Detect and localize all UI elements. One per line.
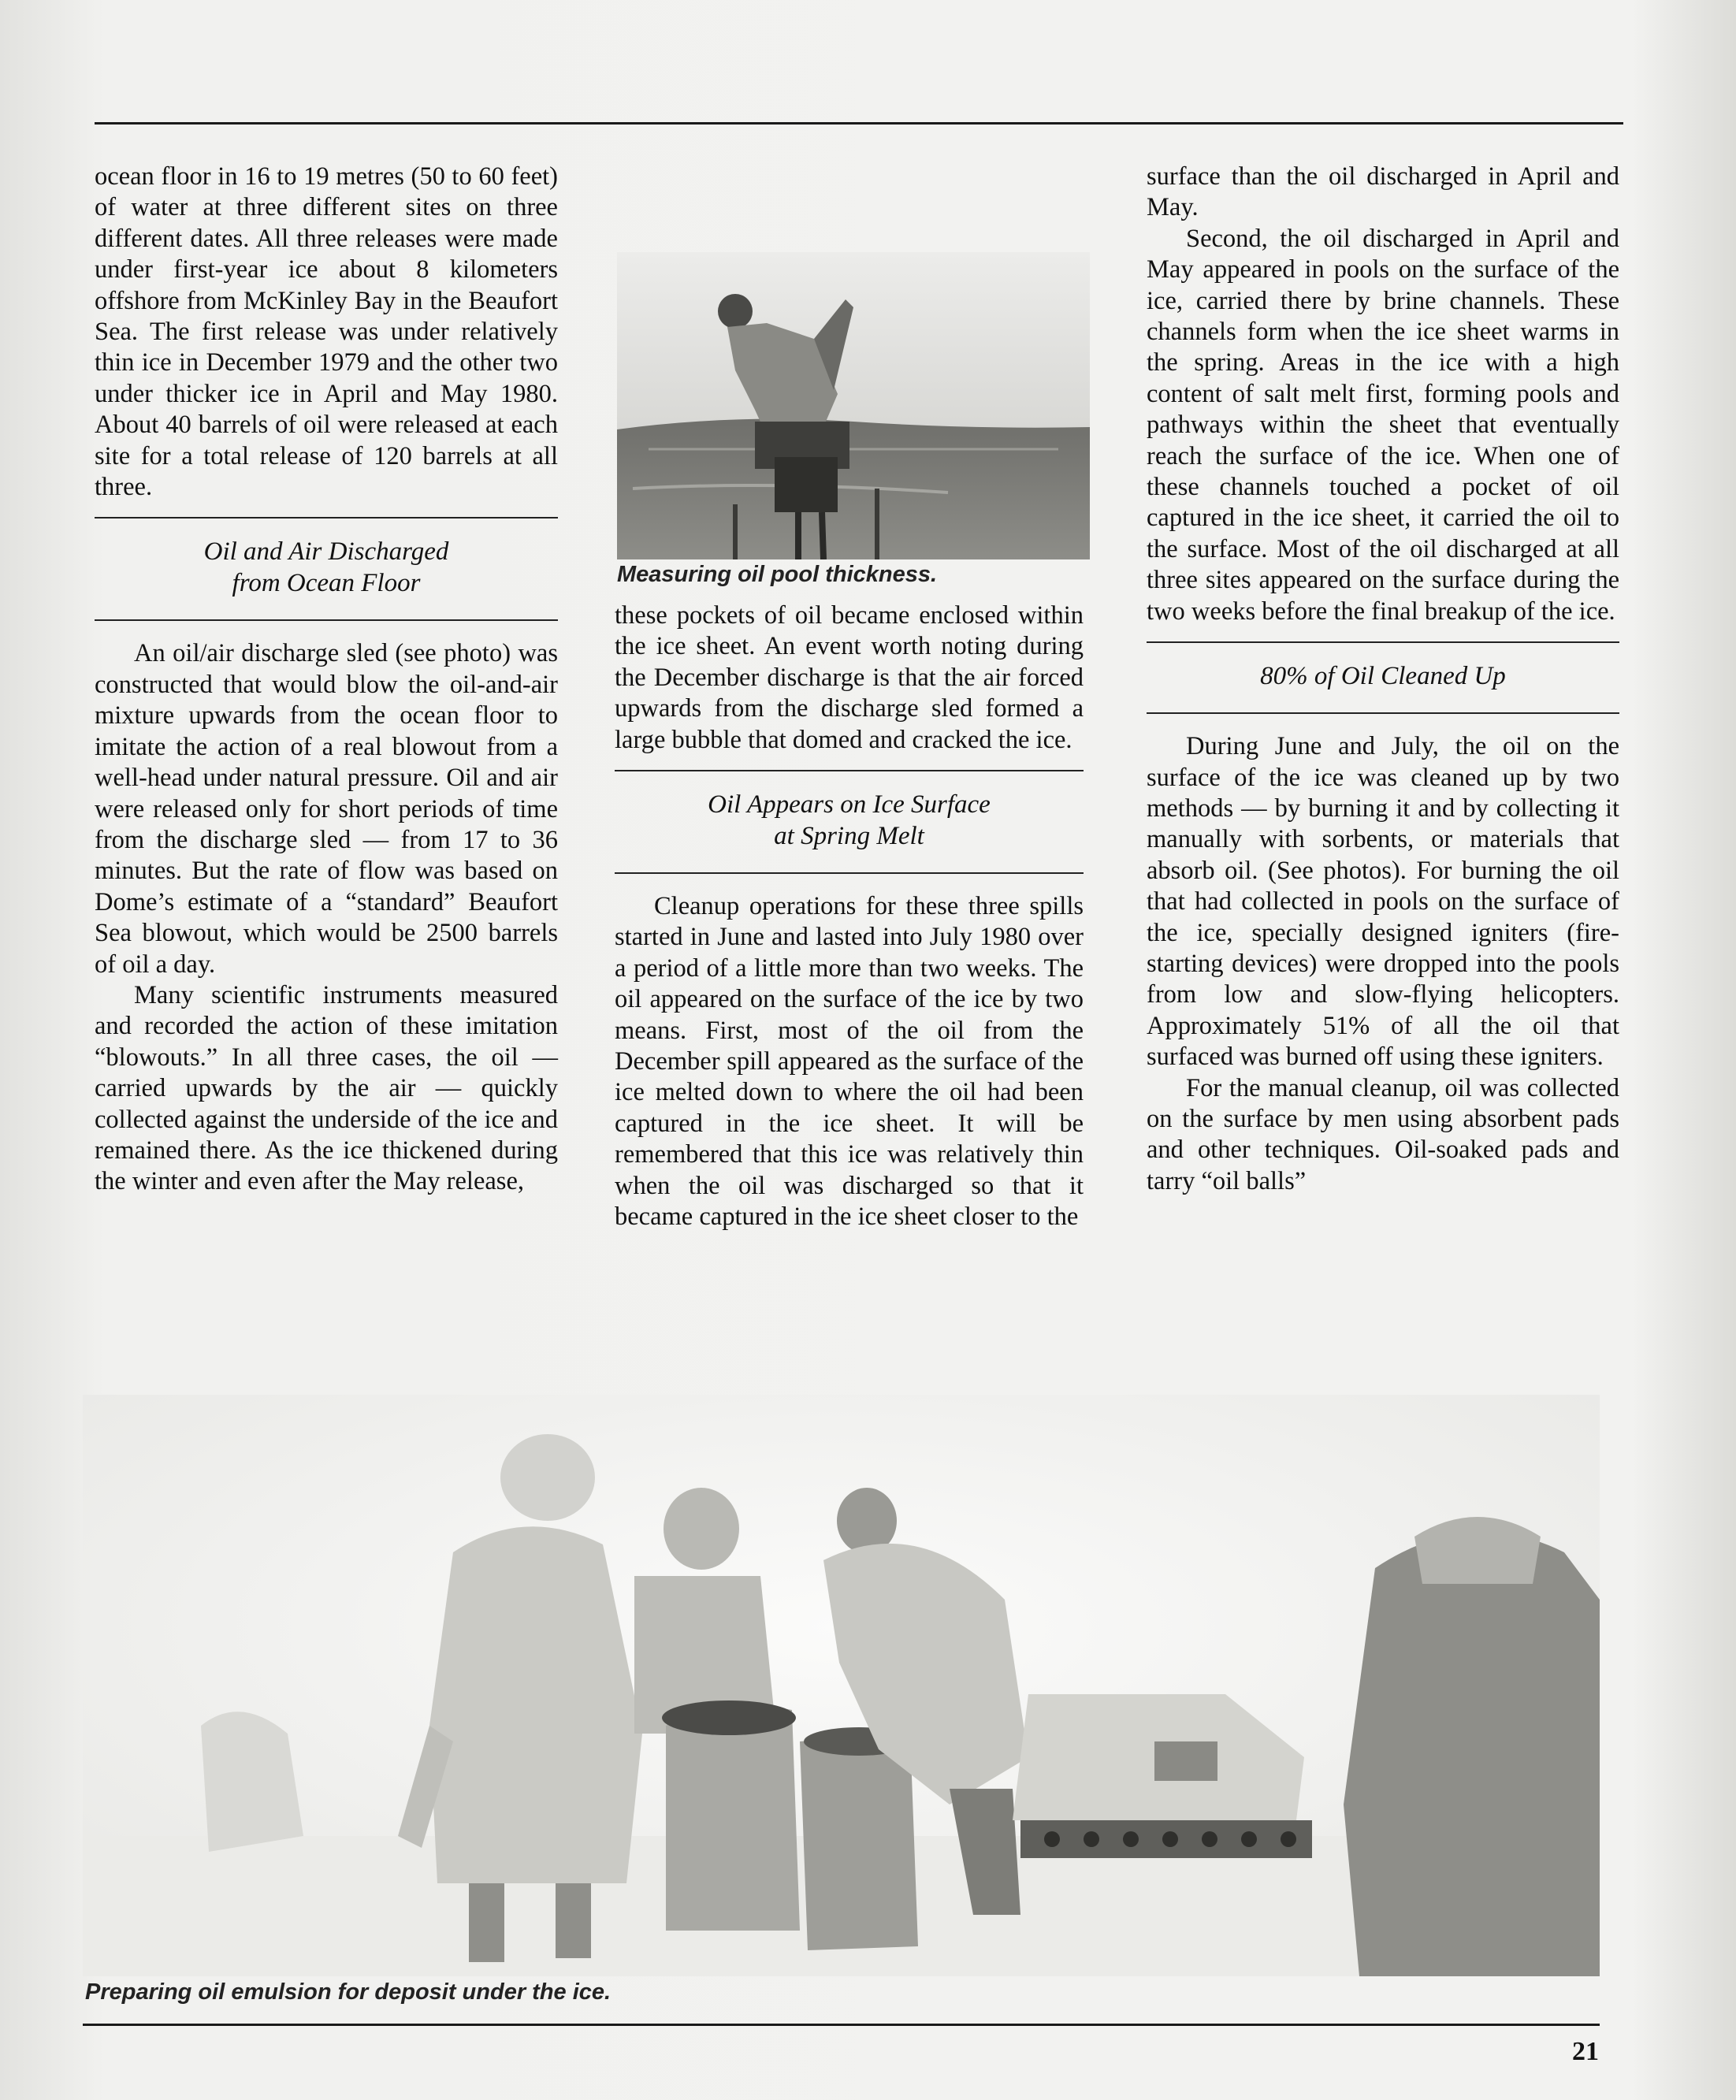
column2-paragraph-1: these pockets of oil became enclosed within the ice sheet. An event worth noting during the December discharge is that the air forced upwards from the discharge sled formed a large bubble that domed and cracked the ice.: [615, 601, 1084, 754]
photo-preparing-oil-emulsion-image: [83, 1395, 1600, 1976]
photo-preparing-oil-emulsion: [83, 1395, 1600, 1976]
heading-line-1: Oil Appears on Ice Surface: [708, 790, 991, 820]
heading-line-2: at Spring Melt: [774, 822, 924, 851]
top-rule: [95, 122, 1623, 125]
section-heading-oil-appears: [615, 770, 1084, 874]
photo-measuring-oil-pool-image: [617, 252, 1090, 559]
column1-paragraph-2: Many scientific instruments measured and recorded the action of these imitation “blowouts.” In all three cases, the oil — carried upwards by the air — quickly collected against the underside of the ice and remained there. As the ice thickened during the winter and even after the May release,: [95, 980, 558, 1196]
heading-line-1: Oil and Air Discharged: [203, 537, 449, 567]
column-3: [1147, 162, 1619, 1197]
column3-paragraph-3: During June and July, the oil on the surface of the ice was cleaned up by two methods — by burning it and by collecting it manually with sorbents, or materials that absorb oil. (See photos). For burning the oil that had collected in pools on the surface of the ice, specially designed igniters (fire-starting devices) were dropped into the pools from low and slow-flying helicopters. Approximately 51% of all the oil that surfaced was burned off using these igniters.: [1147, 732, 1619, 1072]
column-2: [615, 600, 1084, 1233]
heading-line-1: 80% of Oil Cleaned Up: [1260, 662, 1506, 691]
section-heading-oil-air-discharged: [95, 517, 558, 621]
photo-caption-top: Measuring oil pool thickness.: [617, 562, 938, 587]
page-number: 21: [1572, 2037, 1599, 2066]
heading-line-2: from Ocean Floor: [232, 569, 421, 598]
column1-intro: ocean floor in 16 to 19 metres (50 to 60 feet) of water at three different sites on three different dates. All three releases were made under first-year ice about 8 kilometers offshore from McKinley Bay in the Beaufort Sea. The first release was under relatively thin ice in December 1979 and the other two under thicker ice in April and May 1980. About 40 barrels of oil were released at each site for a total release of 120 barrels at all three.: [95, 162, 558, 502]
column3-paragraph-1: surface than the oil discharged in April and May.: [1147, 162, 1619, 222]
photo-caption-bottom: Preparing oil emulsion for deposit under the ice.: [85, 1979, 612, 2005]
photo-measuring-oil-pool: [617, 252, 1090, 559]
column3-paragraph-4: For the manual cleanup, oil was collected on the surface by men using absorbent pads and other techniques. Oil-soaked pads and tarry “oil balls”: [1147, 1073, 1619, 1195]
bottom-rule: [83, 2024, 1600, 2026]
column2-paragraph-2: Cleanup operations for these three spills started in June and lasted into July 1980 over a period of a little more than two weeks. The oil appeared on the surface of the ice by two means. First, most of the oil from the December spill appeared as the surface of the ice melted down to where the oil had been captured in the ice sheet. It will be remembered that this ice was relatively thin when the oil was discharged so that it became captured in the ice sheet closer to the: [615, 892, 1084, 1232]
column-1: [95, 162, 558, 1198]
section-heading-oil-cleaned-up: [1147, 641, 1619, 714]
column3-paragraph-2: Second, the oil discharged in April and May appeared in pools on the surface of the ice, carried there by brine channels. These channels form when the ice sheet warms in the spring. Areas in the ice with a high content of salt melt first, forming pools and pathways within the sheet that eventually reach the surface of the ice. When one of these channels touched a pocket of oil captured in the ice sheet, it carried the oil to the surface. Most of the oil discharged at all three sites appeared on the surface during the two weeks before the final breakup of the ice.: [1147, 224, 1619, 626]
column1-paragraph-1: An oil/air discharge sled (see photo) was constructed that would blow the oil-and-air mixture upwards from the ocean floor to imitate the action of a real blowout from a well-head under natural pressure. Oil and air were released only for short periods of time from the discharge sled — from 17 to 36 minutes. But the rate of flow was based on Dome’s estimate of a “standard” Beaufort Sea blowout, which would be 2500 barrels of oil a day.: [95, 639, 558, 979]
